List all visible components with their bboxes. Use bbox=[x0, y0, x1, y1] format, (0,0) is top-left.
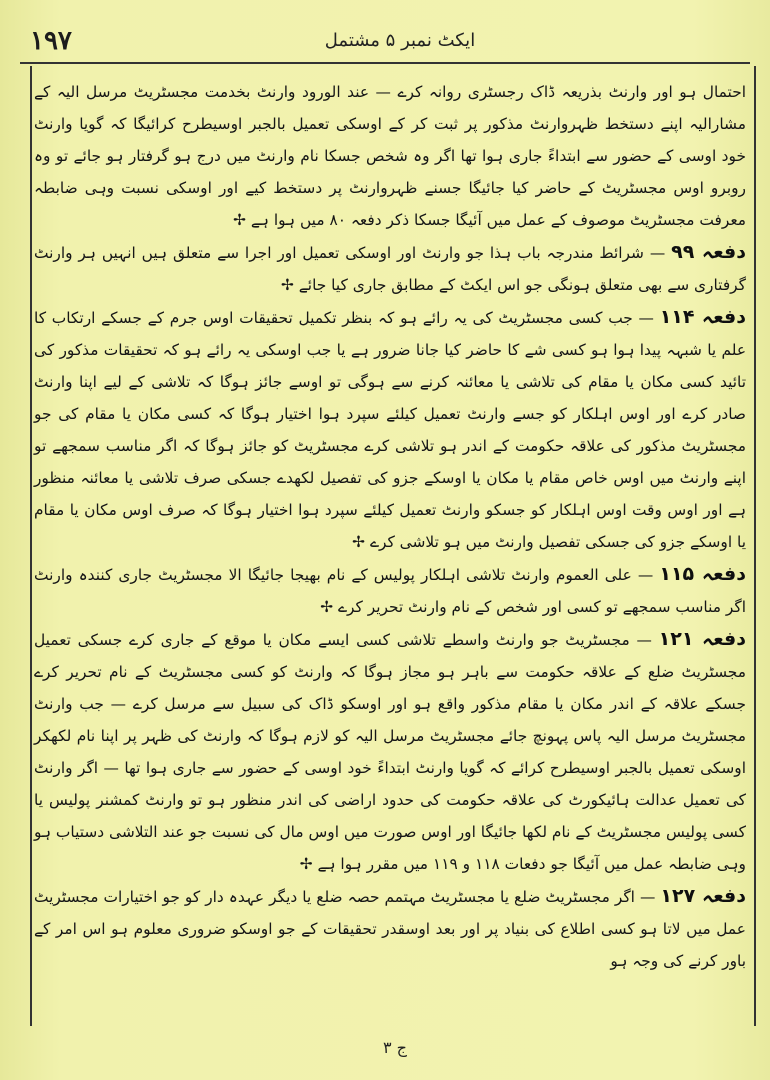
end-mark: ✢ bbox=[352, 533, 366, 551]
page-header bbox=[20, 18, 750, 66]
page-number: ١٩٧ bbox=[30, 26, 72, 56]
paragraph-section-127 bbox=[34, 880, 746, 977]
signature-mark: ج ۳ bbox=[382, 1038, 407, 1057]
paragraph-text: — شرائط مندرجہ باب ہذا جو وارنٹ اور اوسکی تعمیل اور اجرا سے متعلق ہیں انہیں ہر وارنٹ گرفتاری سے بھی متعلق ہونگی جو اس ایکٹ کے مطابق جاری کیا جائے bbox=[34, 244, 746, 294]
paragraph-section-114 bbox=[34, 301, 746, 558]
end-mark: ✢ bbox=[299, 855, 313, 873]
paragraph-intro bbox=[34, 76, 746, 236]
section-heading: دفعہ ۱۲۷ bbox=[660, 885, 746, 907]
end-mark: ✢ bbox=[320, 598, 334, 616]
paragraph-section-121 bbox=[34, 623, 746, 880]
section-heading: دفعہ ۱۱۴ bbox=[659, 306, 746, 328]
paragraph-text: — علی العموم وارنٹ تلاشی اہلکار پولیس کے نام بھیجا جائیگا الا مجسٹریٹ جاری کنندہ وارنٹ اگر مناسب سمجھے تو کسی اور شخص کے نام وارنٹ تحریر کرے bbox=[34, 566, 746, 616]
paragraph-text: — جب کسی مجسٹریٹ کی یہ رائے ہو کہ بنظر تکمیل تحقیقات اوس جرم کے جسکے ارتکاب کا علم یا شبہہ پیدا ہوا ہو کسی شے کا حاضر کیا جانا ضرور ہے یا جب اوسکی یہ رائے ہو کہ تحقیقات مذکور کی تائید کسی مکان یا مقام کی تلاشی یا معائنہ کرنے سے ہوگی تو اوسے جائز ہوگا کہ تلاشی کے لیے اپنا وارنٹ صادر کرے اور اوس اہلکار کو جسے وارنٹ تعمیل کیلئے سپرد ہوا اختیار ہوگا کہ کسی مکان یا مقام کی جو مجسٹریٹ مذکور کی علاقہ حکومت کے اندر ہو تلاشی کرے مجسٹریٹ کو جائز ہوگا کہ اگر مناسب سمجھے تو اپنے وارنٹ میں اوس خاص مقام یا مکان یا اوسکے جزو کی تفصیل لکھدے جسکی صرف تلاشی یا معائنہ منظور ہے اور اوس وقت اوس اہلکار کو جسکو وارنٹ تعمیل کیلئے سپرد ہوا اختیار ہوگا کہ صرف اوس مکان یا مقام یا اوسکے جزو کی جسکی تفصیل وارنٹ میں ہو تلاشی کرے bbox=[34, 309, 746, 551]
body-text bbox=[34, 76, 746, 977]
paragraph-section-99 bbox=[34, 236, 746, 301]
paragraph-section-115 bbox=[34, 558, 746, 623]
section-heading: دفعہ ۱۲۱ bbox=[658, 628, 746, 650]
paragraph-text: — مجسٹریٹ جو وارنٹ واسطے تلاشی کسی ایسے مکان یا موقع کے جاری کرے جسکی تعمیل مجسٹریٹ ضلع کے علاقہ حکومت سے باہر ہو مجاز ہوگا کہ وارنٹ کو کسی مجسٹریٹ کے نام تحریر کرے جسکے علاقہ کے اندر مکان یا مقام مذکور واقع ہو اور اوسکو ڈاک کی سبیل سے مرسل کرے — جب وارنٹ مجسٹریٹ مرسل الیہ پاس پہونچ جائے مجسٹریٹ مرسل الیہ کو لازم ہوگا کہ وارنٹ کی ظہر پر اپنا نام لکھکر اوسکی تعمیل بالجبر اوسیطرح کرائے کہ گویا وارنٹ ابتداءً خود اوسی کے حضور سے جاری ہوا تھا — اگر وارنٹ کی تعمیل عدالت ہائیکورٹ کی علاقہ حکومت کی حدود اراضی کی اندر منظور ہو تو وارنٹ کمشنر پولیس یا کسی پولیس مجسٹریٹ کے نام لکھا جائیگا اور اوس صورت میں اوس مال کی نسبت جو عند التلاشی دستیاب ہو وہی ضابطہ عمل میں آئیگا جو دفعات ۱۱۸ و ۱۱۹ میں مقرر ہوا ہے bbox=[34, 631, 746, 873]
paragraph-text: احتمال ہو اور وارنٹ بذریعہ ڈاک رجسٹری روانہ کرے — عند الورود وارنٹ بخدمت مجسٹریٹ مرسل الیہ کے مشارالیہ اپنے دستخط ظہروارنٹ مذکور پر ثبت کر کے اوسکی تعمیل بالجبر اوسیطرح کرائیگا کہ گویا وارنٹ خود اوسی کے حضور سے ابتداءً جاری ہوا تھا اگر وہ شخص جسکا نام وارنٹ میں درج ہو گرفتار ہو جائے تو وہ روبرو اوس مجسٹریٹ کے حاضر کیا جائیگا جسنے ظہروارنٹ پر دستخط کیے اور اوسکی نسبت وہی ضابطہ معرفت مجسٹریٹ موصوف کے عمل میں آئیگا جسکا ذکر دفعہ ۸۰ میں ہوا ہے bbox=[34, 83, 746, 229]
end-mark: ✢ bbox=[233, 211, 246, 229]
section-heading: دفعہ ۹۹ bbox=[671, 241, 746, 263]
section-heading: دفعہ ۱۱۵ bbox=[659, 563, 746, 585]
running-title: ایکٹ نمبر ۵ مشتمل bbox=[324, 30, 476, 51]
end-mark: ✢ bbox=[280, 276, 294, 294]
header-divider bbox=[20, 62, 750, 64]
paragraph-text: — اگر مجسٹریٹ ضلع یا مجسٹریٹ مہتمم حصہ ضلع یا دیگر عہدہ دار کو جو اختیارات مجسٹریٹ عمل میں لاتا ہو کسی اطلاع کی بنیاد پر اور بعد اوسقدر تحقیقات کے جو اوسکو ضروری معلوم ہو اس امر کے باور کرنے کی وجہ ہو bbox=[34, 888, 746, 970]
